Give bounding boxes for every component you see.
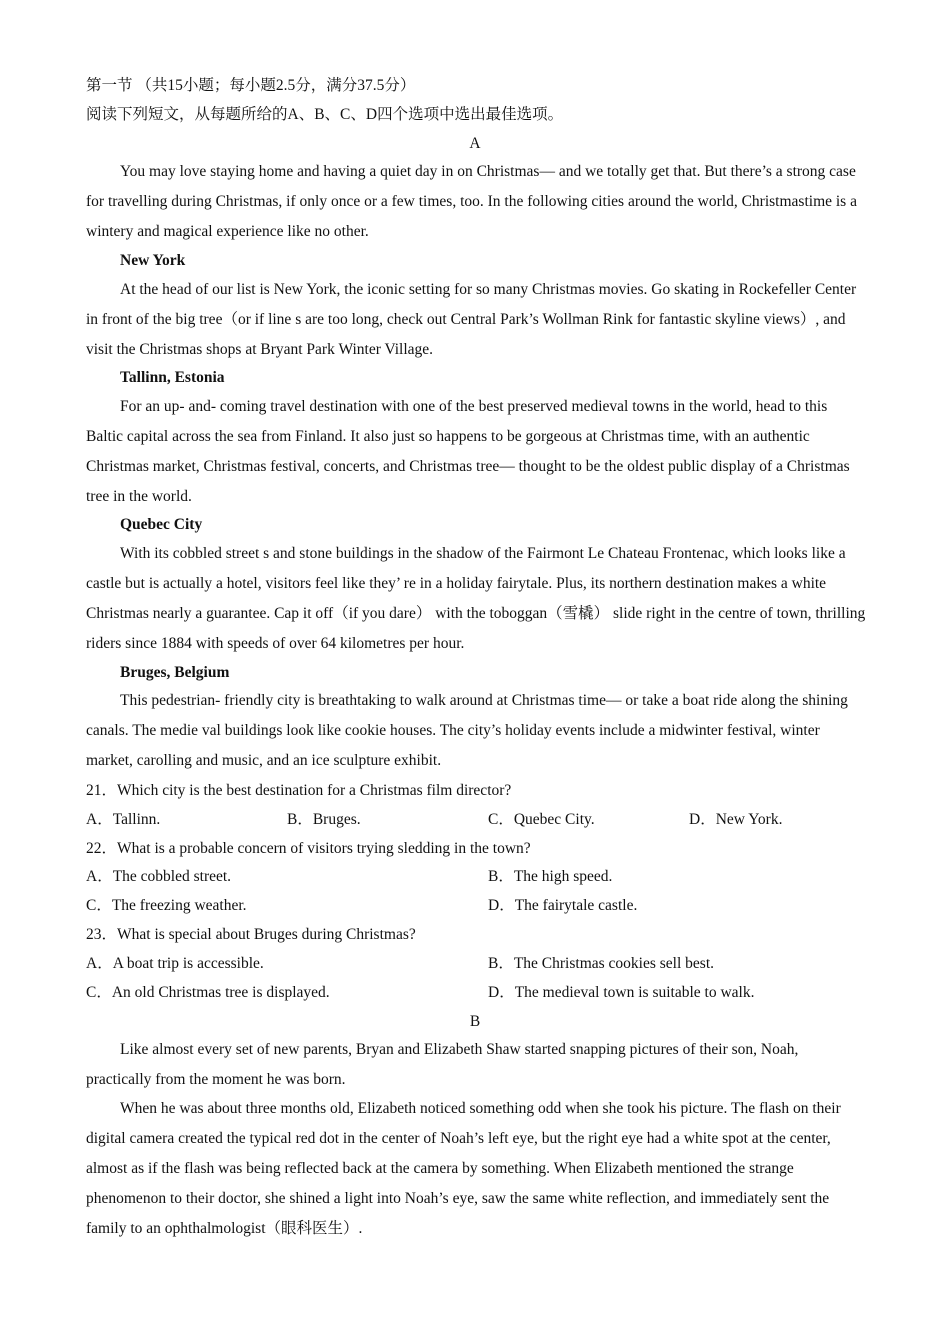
q22-option-b[interactable]: B．The high speed. [488, 868, 613, 885]
section-header: 第一节 （共15小题；每小题2.5分，满分37.5分） [86, 77, 416, 94]
passage-b-label: B [469, 1013, 481, 1030]
question-21: 21．Which city is the best destination for a Christmas film director? [86, 782, 512, 799]
q23-option-c[interactable]: C．An old Christmas tree is displayed. [86, 984, 330, 1001]
passage-b-paragraph-1: Like almost every set of new parents, Bryan and Elizabeth Shaw started snapping pictures of their son, Noah, practically from the moment he was born. [86, 1041, 799, 1088]
question-22: 22．What is a probable concern of visitors trying sledding in the town? [86, 840, 531, 857]
passage-a-label: A [469, 135, 481, 152]
paragraph-tallinn: For an up- and- coming travel destination with one of the best preserved medieval towns in the world, head to this Baltic capital across the sea from Finland. It also just so happens to be gorgeous at Christmas time, with an authentic Christmas market, Christmas festival, concerts, and Christmas tree— thought to be the oldest public display of a Christmas tree in the world. [86, 398, 850, 505]
heading-bruges: Bruges, Belgium [120, 664, 230, 681]
heading-quebec: Quebec City [120, 516, 203, 533]
passage-b-paragraph-2: When he was about three months old, Elizabeth noticed something odd when she took his picture. The flash on their digital camera created the typical red dot in the center of Noah’s left eye, but the right eye had a white spot at the center, almost as if the flash was being reflected back at the camera by something. When Elizabeth mentioned the strange phenomenon to their doctor, she shined a light into Noah’s eye, saw the same white reflection, and immediately sent the family to an ophthalmologist（眼科医生）. [86, 1100, 841, 1237]
q23-option-a[interactable]: A．A boat trip is accessible. [86, 955, 264, 972]
heading-tallinn: Tallinn, Estonia [120, 369, 225, 386]
passage-a-intro: You may love staying home and having a quiet day in on Christmas— and we totally get that. But there’s a strong case for travelling during Christmas, if only once or a few times, too. In the following cities around the world, Christmastime is a wintery and magical experience like no other. [86, 163, 857, 240]
q21-option-d[interactable]: D．New York. [689, 811, 783, 828]
q22-option-d[interactable]: D．The fairytale castle. [488, 897, 638, 914]
paragraph-quebec: With its cobbled street s and stone buildings in the shadow of the Fairmont Le Chateau Frontenac, which looks like a castle but is actually a hotel, visitors feel like they’ re in a holiday fairytale. Plus, its northern destination makes a white Christmas nearly a guarantee. Cap it off（if you dare） with the toboggan（雪橇） slide right in the centre of town, thrilling riders since 1884 with speeds of over 64 kilometres per hour. [86, 545, 866, 652]
q23-option-b[interactable]: B．The Christmas cookies sell best. [488, 955, 715, 972]
q22-option-a[interactable]: A．The cobbled street. [86, 868, 232, 885]
q22-option-c[interactable]: C．The freezing weather. [86, 897, 247, 914]
q23-option-d[interactable]: D．The medieval town is suitable to walk. [488, 984, 755, 1001]
heading-new-york: New York [120, 252, 186, 269]
q21-option-a[interactable]: A．Tallinn. [86, 811, 161, 828]
q21-option-c[interactable]: C．Quebec City. [488, 811, 595, 828]
instructions: 阅读下列短文，从每题所给的A、B、C、D四个选项中选出最佳选项。 [86, 106, 564, 123]
q21-option-b[interactable]: B．Bruges. [287, 811, 361, 828]
paragraph-bruges: This pedestrian- friendly city is breathtaking to walk around at Christmas time— or take a boat ride along the shining canals. The medie val buildings look like cookie houses. The city’s holiday events include a midwinter festival, winter market, carolling and music, and an ice sculpture exhibit. [86, 692, 848, 769]
paragraph-new-york: At the head of our list is New York, the iconic setting for so many Christmas movies. Go skating in Rockefeller Center in front of the big tree（or if line s are too long, check out Central Park’s Wollman Rink for fantastic skyline views）, and visit the Christmas shops at Bryant Park Winter Village. [86, 281, 857, 358]
question-23: 23．What is special about Bruges during Christmas? [86, 926, 416, 943]
